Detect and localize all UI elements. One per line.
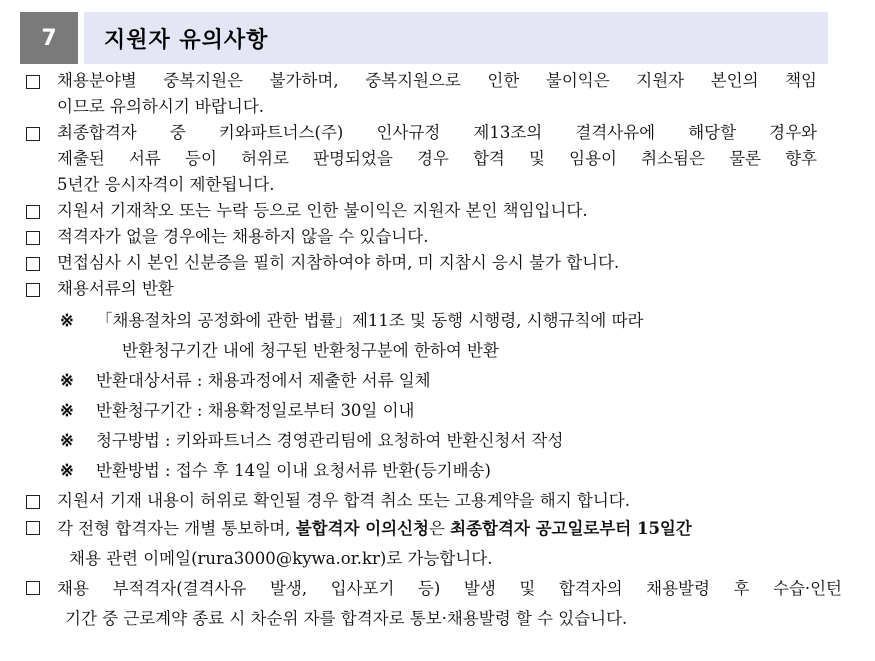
checkbox-square-icon (26, 231, 40, 245)
emphasis-text: 불합격자 이의신청 (295, 519, 429, 538)
return-note (26, 366, 856, 396)
item-line: 적격자가 없을 경우에는 채용하지 않을 수 있습니다. (57, 227, 429, 246)
return-note (26, 426, 856, 456)
checkbox-square-icon (26, 127, 40, 141)
checkbox-square-icon (26, 521, 40, 535)
list-item (26, 514, 856, 574)
checkbox-square-icon (26, 581, 40, 595)
note-line: 반환청구기간 내에 청구된 반환청구분에 한하여 반환 (122, 341, 499, 360)
list-item (26, 276, 856, 302)
note-line: 반환대상서류 : 채용과정에서 제출한 서류 일체 (96, 371, 431, 390)
item-text: 각 전형 합격자는 개별 통보하며, (57, 519, 296, 538)
checkbox-square-icon (26, 257, 40, 271)
item-line: 기간 중 근로계약 종료 시 차순위 자를 합격자로 통보·채용발령 할 수 있습니다. (65, 609, 628, 628)
reference-mark-icon: ※ (60, 401, 74, 420)
note-line: 반환청구기간 : 채용확정일로부터 30일 이내 (96, 401, 415, 420)
section-title: 지원자 유의사항 (104, 27, 269, 53)
reference-mark-icon: ※ (60, 461, 74, 480)
item-line: 최종합격자 중 키와파트너스(주) 인사규정 제13조의 결격사유에 해당할 경우와 (57, 123, 817, 142)
reference-mark-icon: ※ (60, 431, 74, 450)
notice-list (26, 68, 856, 634)
return-note (26, 306, 856, 366)
emphasis-text: 최종합격자 공고일로부터 15일간 (450, 519, 692, 538)
checkbox-square-icon (26, 495, 40, 509)
note-line: 반환방법 : 접수 후 14일 이내 요청서류 반환(등기배송) (96, 461, 491, 480)
item-line: 지원서 기재 내용이 허위로 확인될 경우 합격 취소 또는 고용계약을 해지 합니다. (57, 491, 630, 510)
note-line: 청구방법 : 키와파트너스 경영관리팀에 요청하여 반환신청서 작성 (96, 431, 564, 450)
section-number: 7 (20, 12, 78, 64)
item-line: 5년간 응시자격이 제한됩니다. (57, 175, 275, 194)
item-text: 은 (428, 519, 451, 538)
item-line: 면접심사 시 본인 신분증을 필히 지참하여야 하며, 미 지참시 응시 불가 합니다. (57, 253, 620, 272)
return-note (26, 396, 856, 426)
item-line: 채용 부적격자(결격사유 발생, 입사포기 등) 발생 및 합격자의 채용발령 후 수습·인턴 (57, 579, 842, 598)
reference-mark-icon: ※ (60, 371, 74, 390)
return-note (26, 456, 856, 486)
list-item (26, 488, 856, 514)
list-item (26, 224, 856, 250)
list-item (26, 250, 856, 276)
checkbox-square-icon (26, 283, 40, 297)
item-line: 채용분야별 중복지원은 불가하며, 중복지원으로 인한 불이익은 지원자 본인의 책임 (57, 71, 817, 90)
list-item (26, 198, 856, 224)
section-header (20, 12, 828, 64)
section-title-bar (84, 12, 828, 64)
item-line: 채용 관련 이메일(rura3000@kywa.or.kr)로 가능합니다. (69, 549, 493, 568)
item-line: 채용서류의 반환 (57, 279, 174, 298)
item-line (57, 514, 856, 544)
reference-mark-icon: ※ (60, 311, 74, 330)
checkbox-square-icon (26, 75, 40, 89)
list-item (26, 68, 856, 120)
item-line: 지원서 기재착오 또는 누락 등으로 인한 불이익은 지원자 본인 책임입니다. (57, 201, 588, 220)
item-line: 이므로 유의하시기 바랍니다. (57, 97, 265, 116)
list-item (26, 574, 856, 634)
item-line: 제출된 서류 등이 허위로 판명되었을 경우 합격 및 임용이 취소됨은 물론 향후 (57, 149, 817, 168)
list-item (26, 120, 856, 198)
note-line: 「채용절차의 공정화에 관한 법률」제11조 및 동행 시행령, 시행규칙에 따라 (96, 311, 644, 330)
checkbox-square-icon (26, 205, 40, 219)
